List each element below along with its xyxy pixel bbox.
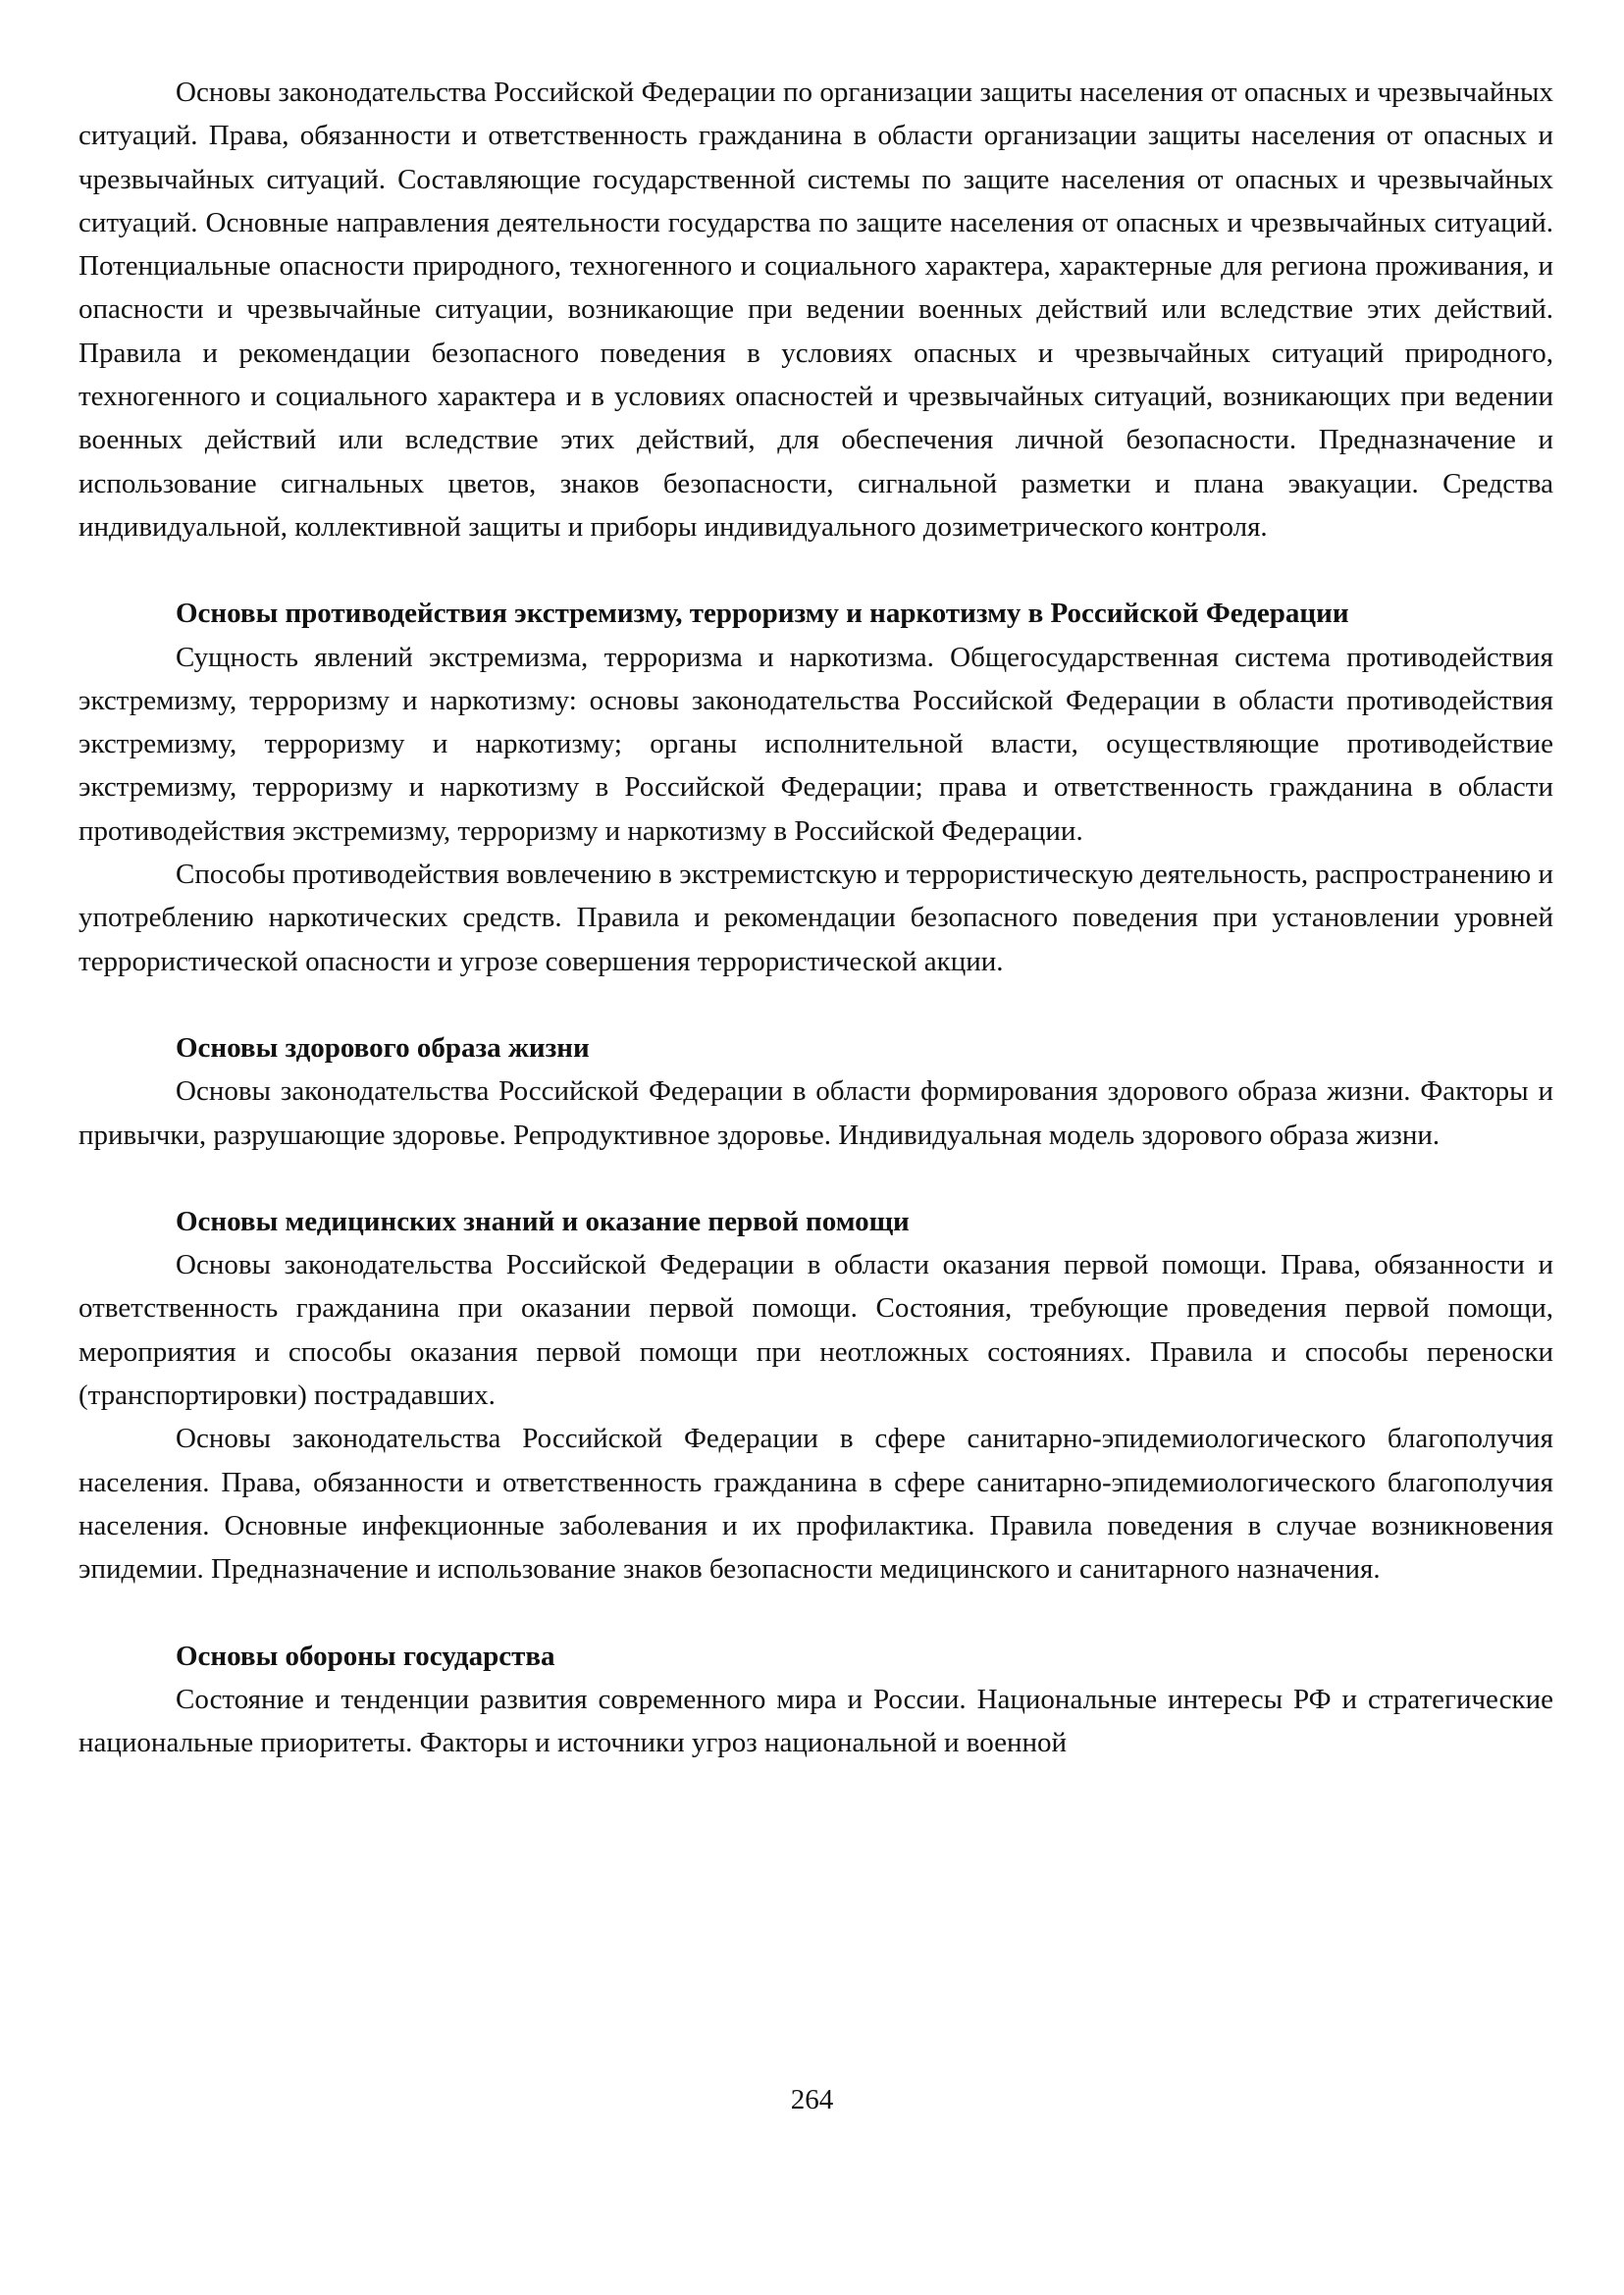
section-paragraph: Состояние и тенденции развития современного мира и России. Национальные интересы РФ и стратегические национальные приоритеты. Факторы и источники угроз национальной и военной	[79, 1683, 1553, 1759]
section-paragraph: Способы противодействия вовлечению в экстремистскую и террористическую деятельность, распространению и употреблению наркотических средств. Правила и рекомендации безопасного поведения при установлении уровней террористической опасности и угрозе совершения террористической акции.	[79, 859, 1553, 977]
section-paragraph: Основы законодательства Российской Федерации в области формирования здорового образа жизни. Факторы и привычки, разрушающие здоровье. Репродуктивное здоровье. Индивидуальная модель здорового образа жизни.	[79, 1075, 1553, 1151]
section-heading-extremism: Основы противодействия экстремизму, терроризму и наркотизму в Российской Федерации	[176, 598, 1349, 630]
section-heading-healthy-lifestyle: Основы здорового образа жизни	[176, 1031, 590, 1064]
section-heading-defense: Основы обороны государства	[176, 1640, 555, 1672]
section-paragraph: Основы законодательства Российской Федерации в сфере санитарно-эпидемиологического благополучия населения. Права, обязанности и ответственность гражданина в сфере санитарно-эпидемиологического благополучия населения. Основные инфекционные заболевания и их профилактика. Правила поведения в случае возникновения эпидемии. Предназначение и использование знаков безопасности медицинского и санитарного назначения.	[79, 1423, 1553, 1586]
page-number: 264	[790, 2084, 834, 2115]
section-paragraph: Основы законодательства Российской Федерации в области оказания первой помощи. Права, обязанности и ответственность гражданина при оказании первой помощи. Состояния, требующие проведения первой помощи, мероприятия и способы оказания первой помощи при неотложных состояниях. Правила и способы переноски (транспортировки) пострадавших.	[79, 1249, 1553, 1412]
document-page	[79, 71, 1553, 1764]
section-paragraph: Сущность явлений экстремизма, терроризма и наркотизма. Общегосударственная система противодействия экстремизму, терроризму и наркотизму: основы законодательства Российской Федерации в области противодействия экстремизму, терроризму и наркотизму; органы исполнительной власти, осуществляющие противодействие экстремизму, терроризму и наркотизму в Российской Федерации; права и ответственность гражданина в области противодействия экстремизму, терроризму и наркотизму в Российской Федерации.	[79, 641, 1553, 847]
section-heading-first-aid: Основы медицинских знаний и оказание первой помощи	[176, 1205, 910, 1237]
intro-paragraph: Основы законодательства Российской Федерации по организации защиты населения от опасных и чрезвычайных ситуаций. Права, обязанности и ответственность гражданина в области организации защиты населения от опасных и чрезвычайных ситуаций. Составляющие государственной системы по защите населения от опасных и чрезвычайных ситуаций. Основные направления деятельности государства по защите населения от опасных и чрезвычайных ситуаций. Потенциальные опасности природного, техногенного и социального характера, характерные для региона проживания, и опасности и чрезвычайные ситуации, возникающие при ведении военных действий или вследствие этих действий. Правила и рекомендации безопасного поведения в условиях опасных и чрезвычайных ситуаций природного, техногенного и социального характера и в условиях опасностей и чрезвычайных ситуаций, возникающих при ведении военных действий или вследствие этих действий, для обеспечения личной безопасности. Предназначение и использование сигнальных цветов, знаков безопасности, сигнальной разметки и плана эвакуации. Средства индивидуальной, коллективной защиты и приборы индивидуального дозиметрического контроля.	[79, 77, 1553, 543]
